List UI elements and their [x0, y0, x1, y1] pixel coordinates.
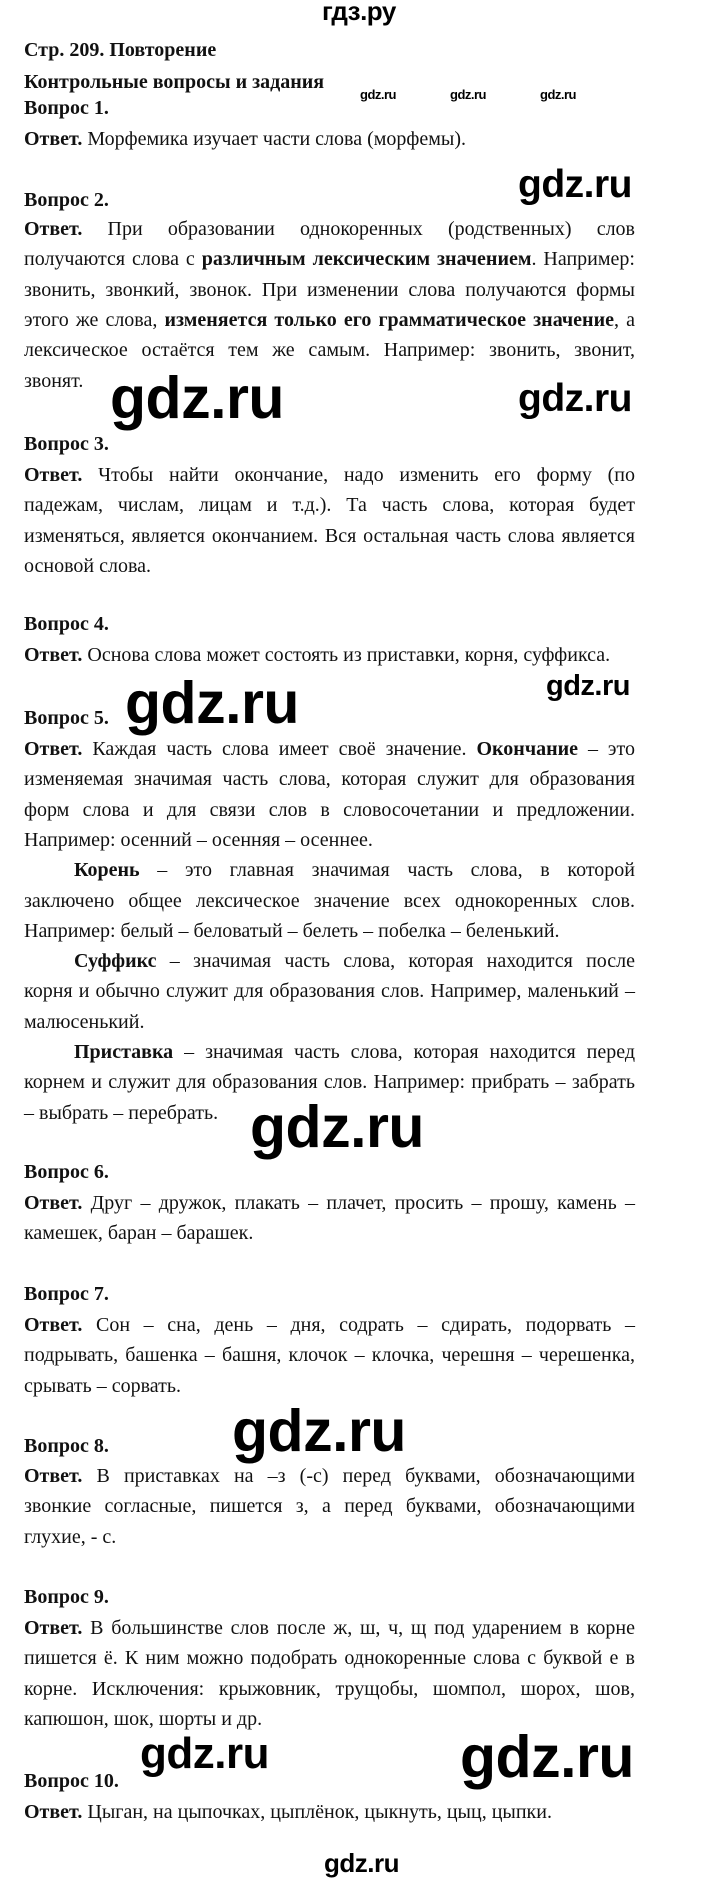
answer-line — [24, 366, 83, 396]
text-segment: Сон – сна, день – дня, содрать – сдирать, подорвать – — [82, 1314, 635, 1336]
watermark: gdz.ru — [360, 86, 396, 102]
section-title: Контрольные вопросы и задания — [24, 71, 325, 93]
watermark: gdz.ru — [540, 86, 576, 102]
answer-line — [24, 1461, 635, 1491]
text-segment: звонкие согласные, пишется з, а перед буквами, обозначающими — [24, 1495, 635, 1518]
text-segment: форм слова и для связи слов в словосочетании и предложении. — [24, 798, 635, 821]
answer-line — [24, 1613, 635, 1643]
answer-line — [24, 521, 635, 551]
text-segment: корне. Исключения: крыжовник, трущобы, шомпол, шорох, шов, — [24, 1677, 635, 1700]
watermark: gdz.ru — [110, 364, 284, 431]
bold-term: Ответ. — [24, 464, 83, 486]
answer-line — [74, 946, 635, 976]
text-segment: . Например: — [531, 248, 635, 271]
site-header: гдз.ру — [322, 0, 396, 26]
question-title: Вопрос 10. — [24, 1770, 119, 1792]
bold-term: изменяется только его грамматическое значение — [164, 308, 614, 331]
answer-line — [24, 1797, 552, 1827]
watermark: gdz.ru — [140, 1728, 269, 1778]
answer-line — [24, 305, 635, 335]
text-segment: звонят. — [24, 369, 84, 392]
answer-line — [24, 490, 635, 520]
text-segment: получаются слова с — [24, 248, 202, 271]
answer-line — [24, 886, 635, 916]
answer-line — [24, 1310, 635, 1340]
question-title: Вопрос 9. — [24, 1586, 109, 1608]
text-segment: срывать – сорвать. — [24, 1374, 181, 1397]
text-segment: заключено общее лексическое значение всех однокоренных слов. — [24, 889, 635, 912]
text-segment: лексическое остаётся тем же самым. Например: звонить, звонит, — [24, 339, 635, 362]
answer-line — [24, 734, 635, 764]
bold-term: Окончание — [476, 738, 579, 760]
bold-term: Приставка — [74, 1041, 174, 1063]
text-segment: Например: белый – беловатый – белеть – побелка – беленький. — [24, 919, 560, 942]
answer-line — [24, 275, 635, 305]
watermark: gdz.ru — [518, 162, 632, 206]
bold-term: различным лексическим значением — [201, 248, 532, 271]
bold-term: Ответ. — [24, 128, 83, 150]
answer-line — [24, 1007, 144, 1037]
text-segment: Каждая часть слова имеет своё значение. — [82, 738, 477, 760]
text-segment: Чтобы найти окончание, надо изменить его форму (по — [82, 464, 635, 486]
text-segment: Цыган, на цыпочках, цыплёнок, цыкнуть, цыц, цыпки. — [82, 1801, 552, 1823]
bold-term: Ответ. — [24, 644, 83, 666]
answer-line — [24, 640, 610, 670]
watermark: gdz.ru — [460, 1723, 634, 1790]
answer-line — [24, 1340, 635, 1370]
text-segment: – выбрать – перебрать. — [24, 1101, 219, 1124]
answer-line — [24, 124, 466, 154]
watermark: gdz.ru — [250, 1093, 424, 1160]
question-title: Вопрос 8. — [24, 1435, 109, 1457]
watermark: gdz.ru — [518, 376, 632, 420]
text-segment: изменяемая значимая часть слова, которая служит для образования — [24, 768, 635, 791]
bold-term: Ответ. — [24, 738, 83, 760]
text-segment: Друг – дружок, плакать – плачет, просить – прошу, камень – — [82, 1192, 635, 1214]
text-segment: В большинстве слов после ж, ш, ч, щ под ударением в корне — [82, 1617, 635, 1639]
question-title: Вопрос 1. — [24, 97, 109, 119]
answer-line — [24, 1067, 635, 1097]
answer-line — [24, 795, 635, 825]
text-segment: глухие, - с. — [24, 1525, 117, 1548]
answer-line — [74, 855, 635, 885]
answer-line — [24, 825, 373, 855]
watermark: gdz.ru — [125, 669, 299, 736]
text-segment: этого же слова, — [24, 308, 165, 331]
answer-line — [24, 1643, 635, 1673]
text-segment: корня и обычно служит для образования слов. Например, маленький – — [24, 980, 635, 1003]
text-segment: – это — [578, 738, 635, 760]
text-segment: – значимая часть слова, которая находится после — [156, 950, 635, 973]
answer-line — [24, 1371, 181, 1401]
page-title: Стр. 209. Повторение — [24, 39, 217, 61]
answer-line — [24, 1188, 635, 1218]
text-segment: капюшон, шок, шорты и др. — [24, 1707, 263, 1730]
text-segment: корнем и служит для образования слов. Например: прибрать – забрать — [24, 1071, 635, 1094]
text-segment: изменяться, является окончанием. Вся остальная часть слова является — [24, 524, 635, 547]
answer-line — [24, 1491, 635, 1521]
text-segment: малюсенький. — [24, 1010, 145, 1033]
watermark: gdz.ru — [232, 1397, 406, 1464]
question-title: Вопрос 7. — [24, 1283, 109, 1305]
answer-line — [24, 460, 635, 490]
answer-line — [24, 1218, 253, 1248]
question-title: Вопрос 6. — [24, 1161, 109, 1183]
bold-term: Ответ. — [24, 1801, 83, 1823]
bold-term: Суффикс — [74, 950, 157, 973]
answer-line — [24, 244, 635, 274]
question-title: Вопрос 2. — [24, 189, 109, 211]
bold-term: Ответ. — [24, 1192, 83, 1214]
bold-term: Корень — [74, 859, 140, 882]
answer-line — [24, 764, 635, 794]
text-segment: пишется ё. К ним можно подобрать однокоренные слова с буквой е в — [24, 1647, 635, 1670]
watermark: gdz.ru — [324, 1847, 399, 1878]
bold-term: Ответ. — [24, 1314, 83, 1336]
answer-line — [24, 214, 635, 244]
answer-line — [24, 551, 151, 581]
question-title: Вопрос 4. — [24, 613, 109, 635]
text-segment: – это главная значимая часть слова, в которой — [139, 859, 635, 882]
bold-term: Ответ. — [24, 1465, 83, 1487]
text-segment: подрывать, башенка – башня, клочок – клочка, черешня – черешенка, — [24, 1344, 635, 1367]
text-segment: , а — [613, 308, 635, 331]
question-title: Вопрос 5. — [24, 707, 109, 729]
text-segment: падежам, числам, лицам и т.д.). Та часть слова, которая будет — [24, 494, 635, 517]
text-segment: Основа слова может состоять из приставки, корня, суффикса. — [82, 644, 611, 666]
text-segment: Морфемика изучает части слова (морфемы). — [82, 128, 466, 150]
text-segment: звонить, звонкий, звонок. При изменении слова получаются формы — [24, 278, 635, 301]
watermark: gdz.ru — [450, 86, 486, 102]
bold-term: Ответ. — [24, 218, 83, 240]
bold-term: Ответ. — [24, 1617, 83, 1639]
answer-line — [24, 976, 635, 1006]
answer-line — [24, 1522, 116, 1552]
answer-line — [24, 1098, 218, 1128]
answer-line — [74, 1037, 635, 1067]
text-segment: камешек, баран – барашек. — [24, 1222, 254, 1245]
answer-line — [24, 1674, 635, 1704]
text-segment: Например: осенний – осенняя – осеннее. — [24, 828, 373, 851]
text-segment: В приставках на –з (-с) перед буквами, обозначающими — [82, 1465, 635, 1487]
answer-line — [24, 916, 560, 946]
question-title: Вопрос 3. — [24, 433, 109, 455]
answer-line — [24, 335, 635, 365]
watermark: gdz.ru — [546, 670, 630, 703]
text-segment: – значимая часть слова, которая находится перед — [173, 1041, 635, 1063]
text-segment: При образовании однокоренных (родственных) слов — [82, 218, 635, 240]
text-segment: основой слова. — [24, 554, 152, 577]
